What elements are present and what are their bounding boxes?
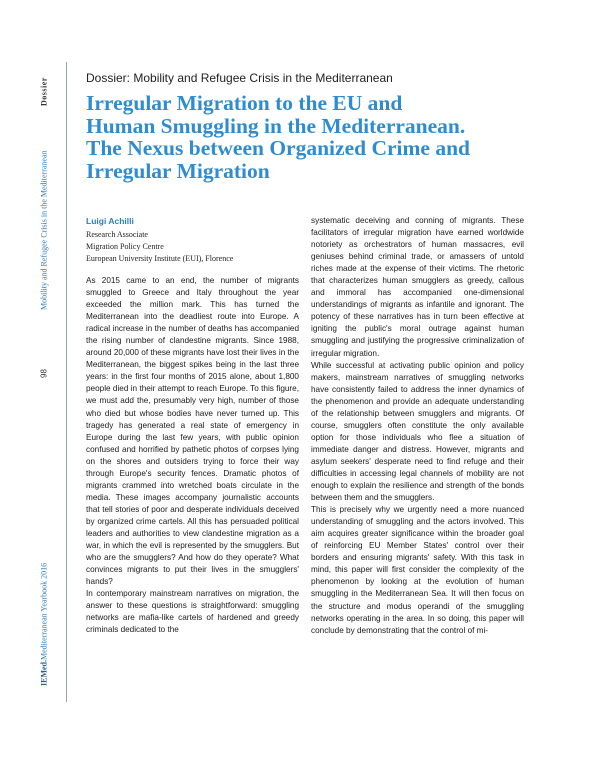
margin-rule	[66, 62, 67, 702]
author-block	[86, 216, 296, 265]
title-line: Human Smuggling in the Mediterranean.	[86, 113, 466, 138]
sidebar-yearbook	[24, 548, 64, 700]
author-name: Luigi Achilli	[86, 216, 134, 226]
title-line: Irregular Migration	[86, 158, 270, 183]
section-kicker: Dossier: Mobility and Refugee Crisis in the Mediterranean	[86, 71, 393, 85]
paragraph: In contemporary mainstream narratives on migration, the answer to these questions is straightforward: smuggling networks are mafia-like cartels of hardened and greedy criminals dedicated to the	[86, 589, 299, 635]
yearbook-title: Mediterranean Yearbook 2016	[39, 562, 49, 660]
paragraph: This is precisely why we urgently need a more nuanced understanding of smuggling and the actors involved. This aim acquires greater significance within the broader goal of reinforcing EU Member States' control over their borders and ensuring migrants' safety. With this task in mind, this paper will first consider the complexity of the phenomenon by looking at the evolution of human smuggling in the Mediterranean Sea. It will then focus on the structure and modus operandi of the smuggling networks operating in the area. In so doing, this paper will conclude by demonstrating that the control of mi-	[311, 505, 524, 635]
author-role: Research Associate	[86, 230, 148, 239]
author-centre: Migration Policy Centre	[86, 242, 164, 251]
paragraph: systematic deceiving and conning of migrants. These facilitators of irregular migration have earned worldwide notoriety as orchestrators of human massacres, evil geniuses behind criminal trade, or amassers of untold riches made at the expense of their victims. The rhetoric that characterizes human smugglers as greedy, callous and immoral has accompanied one-dimensional understandings of migrants as infantile and ignorant. The potency of these narratives has in turn been effective at igniting the public's moral outrage against human smuggling and justifying the progressive criminalization of irregular migration.	[311, 216, 524, 358]
sidebar-section-title: Mobility and Refugee Crisis in the Mediterranean	[39, 150, 49, 310]
paragraph: As 2015 came to an end, the number of migrants smuggled to Greece and Italy throughout the year exceeded the million mark. This has turned the Mediterranean into the deadliest route into Europe. A radical increase in the number of deaths has accompanied the rising number of clandestine migrants. Since 1988, around 20,000 of these migrants have lost their lives in the Mediterranean, the biggest spikes being in the last three years: in the first four months of 2015 alone, about 1,800 people died in their attempt to reach Europe. To this figure, we must add the, presumably very high, number of those who died but whose bodies have never turned up. This tragedy has generated a real state of emergency in Europe during the last few years, with public opinion confused and horrified by pathetic photos of corpses lying on the shores and outsiders trying to force their way through Europe's security fences. Dramatic photos of migrants crammed into wretched boats circulate in the media. These images accompany journalistic accounts that tell stories of poor and desperate individuals deceived by organized crime cartels. All this has persuaded political leaders and authorities to view clandestine migration as a war, in which the evil is represented by the smugglers. But who are the smugglers? And how do they operate? What convinces migrants to put their lives in the smugglers' hands?	[86, 276, 299, 587]
page-number: 98	[39, 369, 49, 379]
sidebar-dossier-label: Dossier	[39, 77, 49, 107]
title-line: Irregular Migration to the EU and	[86, 91, 403, 115]
article-title	[86, 92, 532, 182]
body-column-left	[86, 275, 299, 636]
title-line: The Nexus between Organized Crime and	[86, 136, 470, 160]
body-column-right	[311, 215, 524, 637]
yearbook-brand: IEMed.	[39, 659, 49, 686]
paragraph: While successful at activating public opinion and policy makers, mainstream narratives of smuggling networks have consistently failed to address the inner dynamics of the phenomenon and provide an adequate understanding of the relationship between smugglers and migrants. Of course, smugglers often constitute the only available option for those individuals who flee a situation of immediate danger and distress. However, migrants and asylum seekers' desperate need to find refuge and their difficulties in accessing legal channels of mobility are not enough to explain the resilience and strength of the bonds between them and the smugglers.	[311, 360, 524, 503]
author-institution: European University Institute (EUI), Florence	[86, 254, 234, 263]
